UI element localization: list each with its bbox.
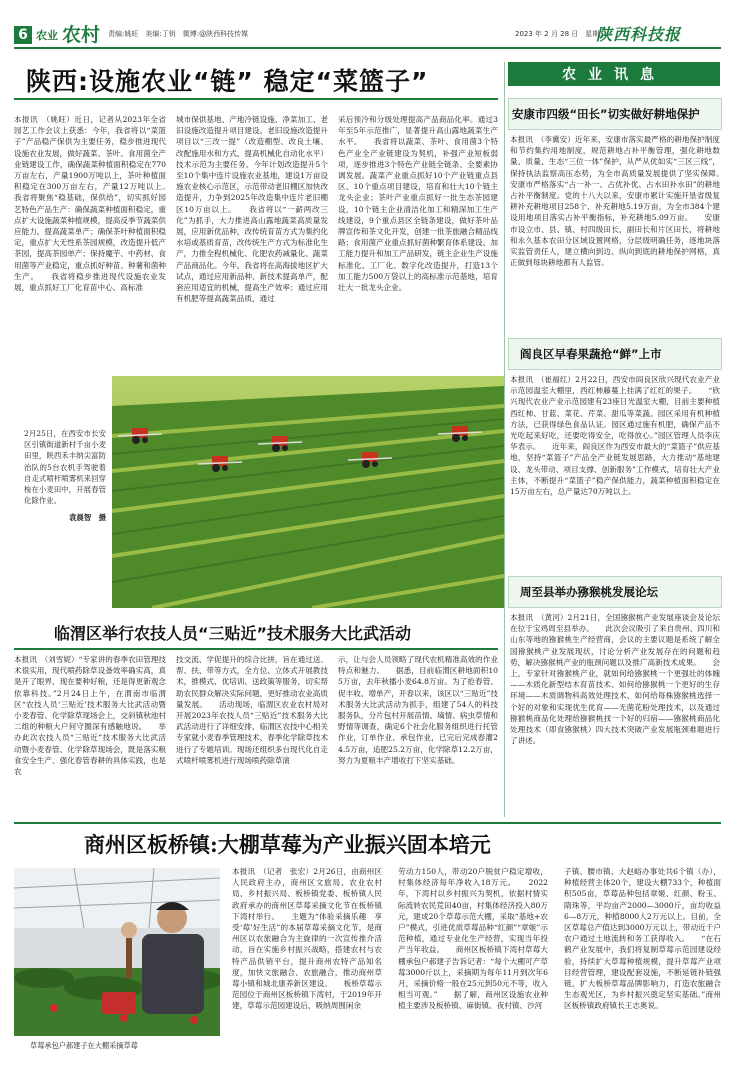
article3-column-1: 本报讯 （记者 张宏）2月26日，由商州区人民政府主办，商州区文旅局、农业农村局、乡村振兴局、板桥镇党委、板桥镇人民政府承办的商州区草莓采摘文化节在板桥镇下湾村举行。 主题为“体验采摘乐趣 享受‘莓’好生活”的本届草莓采摘文化节，是商州区以农旅融合为主旋律的一次宣传推介活动，旨在实施乡村振兴战略，搭建农村与农特产品供销平台，提升商州农特产品知名度，加快文旅融合、农旅融合，推动商州草莓小镇和城北康养新区建设。 板桥草莓示范园位于商州区板桥镇下湾村，于2019年开建，草莓示范园建设后，吸纳周围闲余 bbox=[232, 867, 382, 1011]
news2-headline: 阎良区早春果蔬抢“鲜”上市 bbox=[520, 347, 662, 361]
news3-headline: 周至县举办猕猴桃发展论坛 bbox=[520, 585, 658, 599]
wheat-field-photo bbox=[112, 376, 504, 608]
news1-body: 本报讯 （李冀安）近年来，安康市落实最严格的耕地保护制度和节约集约用地制度，规范耕地占补平衡管理，强化耕地数量、质量、生态“三位一体”保护，从严从优如实“三区三线”，保持执法监察高压态势，为全市高质量发展提供了坚实保障。 安康市严格落实“占一补一、占优补优、占水田补水田”的耕地占补平衡制度。党的十八大以来，安康市累计实施开垦省级复耕补充耕地项目258个、补充耕地5.19万亩，为全市384个建设用地项目落实占补平衡指标，补充耕地5.09万亩。 安康市设立市、县、镇、村四级田长，副田长和片区田长，将耕地和永久基本农田分区域设置网格，分层级明确任务，逐地块落实监管责任人，建立横向到边、纵向到底的耕地保护网格，真正做到每块耕地都有人监管。 bbox=[510, 135, 720, 268]
article2-headline: 临渭区举行农技人员“三贴近”技术服务大比武活动 bbox=[54, 624, 412, 643]
section-label: 农业 bbox=[36, 29, 58, 42]
article1-column-1: 本报讯 （姚旺）近日，记者从2023年全省园艺工作会议上获悉：今年，我省将以“菜篮子”产品稳产保供为主要任务，稳步推进现代设施农业发展，做好蔬菜、茶叶、食用菌全产业链建设工作，确保蔬菜种植面积稳定在770万亩左右，产量1900万吨以上，茶叶种植面积稳定在300万亩左右，产量12万吨以上。 我省将聚焦“稳基础，保供给”，切实抓好园艺特色产品生产：确保蔬菜种植面积稳定，重点扩大设施蔬菜种植规模，提高反季节蔬菜供应能力，提高蔬菜单产；确保茶叶种植面积稳定，重点扩大无性系茶园规模，改造提升低产茶园，提高茶园单产；保持魔芋、中药材、食用菌等产业稳定，重点抓好种苗、种薯和菌种生产。 我省将稳步推进现代设施农业发展，重点抓好工厂化育苗中心、高标准 bbox=[14, 115, 166, 293]
article1-column-2: 城市保供基地、产地冷链设施、净菜加工、老旧设施改造提升项目建设。老旧设施改造提升项目以“三改一提”（改造棚型、改良土壤、改配施用水和方式、提高机械化自动化水平）技术示范为主要任务。今年计划改造提升5个至10个集中连片设施农业基地，建设1万亩设施农业核心示范区，示范带动老旧棚区加快改造提升，力争到2025年改造集中连片老旧棚区10万亩以上。 我省将以“一薪两改三化”为抓手，大力推进高山露地蔬菜高质量发展，应用新优品种，改传统育苗方式为集约化水培或基质育苗，改传统生产方式为标准化生产，力推全程机械化、化肥农药减量化、蔬菜产品商品化。今年，我省将在高海拔地区扩大试点，通过应用新品种、新技术提高单产，配套应用适宜的机械，提高生产效率；通过应用有机肥等提高蔬菜品质，通过 bbox=[176, 115, 328, 304]
news1-headline: 安康市四级“田长”切实做好耕地保护 bbox=[512, 107, 700, 121]
section-title: 农村 bbox=[62, 24, 101, 46]
issue-date: 2023 年 2 月 28 日 星期二 bbox=[515, 30, 607, 38]
sidebar-divider bbox=[504, 62, 505, 817]
page-number: 6 bbox=[14, 26, 32, 44]
photo1-credit: 袁晨智 摄 bbox=[69, 513, 106, 523]
article2-column-3: 示，让与会人员领略了现代农机精准高效的作业特点和魅力。 据悉，目前临渭区耕地面积105万亩，去年秋播小麦64.8万亩。为了抢春管、促丰收、增单产，开春以来，该区以“三贴近”技术服务大比武活动为抓手，组建了54人的科技服务队，分片包村开展苗情、墒情、病虫草情和野情等调查，确定6个社会化服务组织进行托管作业，订单作业、承包作业，已完后完成春灌24.5万亩，追肥25.2万亩，化学除草12.2万亩，努力为夏粮丰产增收打下坚实基础。 bbox=[338, 655, 498, 765]
strawberry-farmer-photo bbox=[14, 868, 220, 1036]
article2-rule bbox=[14, 648, 498, 650]
news3-body: 本报讯 （黄河）2月21日，全国猕猴桃产业发展座谈会及论坛在位于宝鸡周至县举办。 此次会议吸引了来自贵州、四川和山东等地的猕猴桃生产经营商，会议的主要议题是系统了解全国猕猴桃产业发展现状，讨论分析产业发展存在的问题和趋势，解决猕猴桃产业的瓶颈问题以及推广高新技术成果。 会上，专家针对猕猴桃产业，就如何给猕猴桃一个更强壮的体魄——木质化新型结木育苗技术、如何给猕猴桃一个更好的生存环境——木质调物科高效处理技术、如何给每株猕猴桃选择一个好的对象和实现优生优育——无菌花粉处理技术，以及通过猕猴桃商品化处理给猕猴桃找一个好的归宿——猕猴桃商品化处理技术（即食猕猴桃）四大技术突破产业发展瓶颈难题进行了讲述。 bbox=[510, 613, 720, 746]
news2-body: 本报讯 （崔福红）2月22日，西安市阎良区欣兴现代农业产业示范园温室大棚里，西红柿藤蔓上挂满了红红的果子。 “欣兴现代农业产业示范园建有23座日光温室大棚，目前主要种植西红柿、甘蓝、菜花、芹菜、甜瓜等菜蔬。园区采用有机种植方法，已获得绿色食品认证。园区通过施有机肥，确保产品不光吃起来好吃，还要吃得安全，吃得放心。”园区管理人员李庆华表示。 近年来，阎良区作为西安市最大的“菜篮子”供应基地，坚持“菜篮子”产品全产业链发展思路，大力推动“基地建设、龙头带动、项目支撑、创新服务”工作模式，培育壮大产业主体，不断提升“菜篮子”稳产保供能力，蔬菜种植面积稳定在15万亩左右，总产量达70万吨以上。 bbox=[510, 375, 720, 497]
article3-top-rule bbox=[14, 822, 721, 824]
article2-column-2: 技交流、学促提升的综合比拼，旨在通过送、帮、扶、带等方式，全方位、立体式开展教技术，推模式、优培训、送政策等服务，切实帮助农民群众解决实际问题，更好推动农业高质量发展。 活动现场，临渭区农业农村局对开展2023年农技人员“三贴近”技术服务大比武活动进行了详细安排，临渭区农技中心相关专家就小麦春季管理技术、春季化学除草技术进行了专题培训。现场还组织多台现代化自走式喷杆喷雾机进行现场喷药除草演 bbox=[176, 655, 328, 765]
header-divider bbox=[14, 47, 721, 49]
article3-headline: 商州区板桥镇:大棚草莓为产业振兴固本培元 bbox=[84, 832, 491, 857]
photo1-caption-text: 2月25日，在西安市长安区引镇街道新村千亩小麦田里，陕西禾丰纳尖富防治队的5台农机手驾驶着自走式喷杆喷雾机来回穿梭在小麦田中，开展春管化除作业。 bbox=[24, 429, 106, 506]
masthead-logo: 陕西科技报 bbox=[596, 25, 682, 44]
article3-column-3: 子镇、腰市镇、大赵峪办事处共6个镇（办），种植经营主体20个，建设大棚733个，种植面积505亩，草莓品种包括章姬、红颜、粉玉、隋珠等，平均亩产2000—3000斤，亩均收益6—8万元，种植8000人2万元以上。目前，全区草莓总产值达到3000万元以上，带动近千户农户通过土地流转和务工获得收入。 “在石鹤产业发展中，我们将复制草莓示范园建设经验，持续扩大草莓种植规模，提升草莓产业项目经营管理，建设配套设施，不断延链补链强链，扩大板桥草莓品牌影响力，打造农旅融合生态观光区，为乡村振兴奠定坚实基础。”商州区板桥镇政府镇长王志奥说。 bbox=[564, 867, 721, 1011]
article1-headline: 陕西:设施农业“链” 稳定“菜篮子” bbox=[26, 67, 429, 96]
photo2-caption: 草莓承包户郝建子在大棚采摘草莓 bbox=[30, 1041, 138, 1050]
editor-credits: 责编:姚旺 美编:丁钥 微博:@陕西科技传媒 bbox=[108, 30, 249, 38]
article3-column-2: 劳动力150人，带动20户脱贫户稳定增收，村集体经济每年净收入18万元。 2022年，下湾村以乡村振兴为契机，依据村情实际流转农民荒田40亩，村集体经济投入80万元，建成20个草莓示范大棚，采取“基地+农户”模式，引进优质草莓品种“红颜”“章姬”示范种植，通过专业化生产经营，实现当年投产当年收益。 商州区板桥镇下湾村草莓大棚承包户郝建子告诉记者：“每个大棚可产草莓3000斤以上，采摘期为每年11月到次年6月，采摘价格一般在25元到50元不等，收入相当可观。” 据了解，商州区设施农业种植主要涉及板桥镇、麻街镇、夜村镇、沙河 bbox=[398, 867, 548, 1011]
article2-column-1: 本报讯 （刘雪妮）“专家讲的春季农田管理技术很实用，现代喷药除草设备效率确实高，真是开了眼界，现在要种好粮，还是得更新观念依靠科技。”2月24日上午，在渭南市临渭区“农技人员‘三贴近’技术服务大比武活动暨小麦春管、化学除草现场会上，交斜镇秋池村二组的种粮大户何守圈深有感触地说。 举办此次农技人员“三贴近”技术服务大比武活动暨小麦春管、化学除草现场会，既是落实粮食安全生产、强化春管春耕的具体实践，也是农 bbox=[14, 655, 166, 777]
article1-rule bbox=[14, 98, 498, 100]
article1-column-3: 采后预冷和分级处理提高产品商品化率。通过3年至5年示范推广，显著提升高山露地蔬菜生产水平。 我省将以蔬菜、茶叶、食用菌3个特色产业全产业链建设为契机，补强产业短板弱项，逐步推进3个特色产业链全链条、全要素协调发展。蔬菜产业重点抓好10个产业链重点县区、10个重点项目建设，培育和壮大10个链主龙头企业；茶叶产业重点抓好一批生态茶园建设，10个链主企业清洁化加工和精深加工生产线建设，9个重点县区全链条建设，做好茶叶品牌宣传和茶文化开发，创建一批茶旅融合精品线路；食用菌产业重点抓好菌种繁育体系建设、加工能力提升和加工产品研发，链主企业生产设施标准化、工厂化、数字化改造提升，打造13个加工能力500万袋以上的高标准示范基地，培育壮大一批龙头企业。 bbox=[338, 115, 498, 293]
sidebar-banner-text: 农业讯息 bbox=[562, 67, 666, 83]
photo1-caption bbox=[24, 428, 106, 524]
